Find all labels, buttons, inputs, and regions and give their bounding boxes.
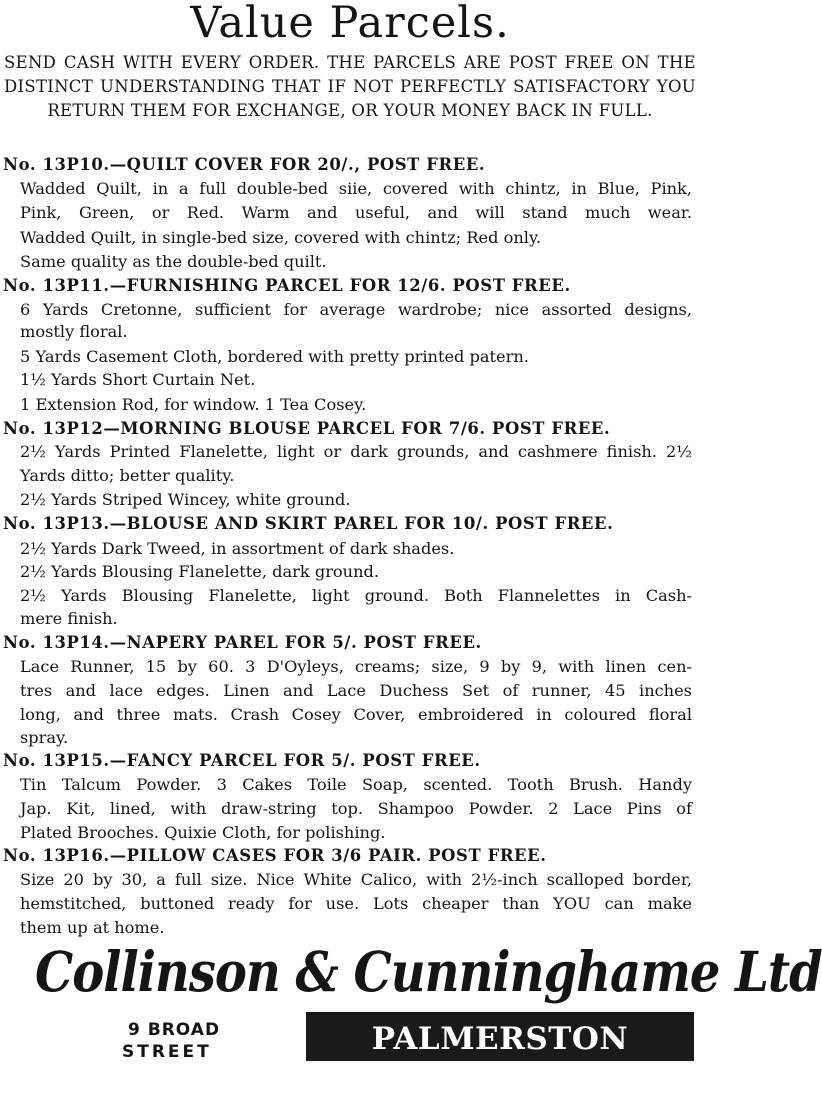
address-line-1: 9 BROAD <box>128 1020 221 1040</box>
text-line: 2½ Yards Striped Wincey, white ground. <box>20 490 351 509</box>
text-line: spray. <box>20 728 69 747</box>
text-line: long, and three mats. Crash Cosey Cover, embroidered in coloured floral <box>20 705 692 724</box>
parcel-heading-13p10: No. 13P10.—QUILT COVER FOR 20/., POST FREE. <box>3 155 486 174</box>
parcel-heading-13p15: No. 13P15.—FANCY PARCEL FOR 5/. POST FREE. <box>3 751 481 770</box>
text-line: 2½ Yards Blousing Flanelette, dark ground. <box>20 562 380 581</box>
text-line: Lace Runner, 15 by 60. 3 D'Oyleys, creams; size, 9 by 9, with linen cen- <box>20 657 692 676</box>
text-line: tres and lace edges. Linen and Lace Duchess Set of runner, 45 inches <box>20 681 692 700</box>
text-line: Pink, Green, or Red. Warm and useful, and will stand much wear. <box>20 203 692 222</box>
text-line: 1 Extension Rod, for window. 1 Tea Cosey. <box>20 395 367 414</box>
parcel-heading-13p11: No. 13P11.—FURNISHING PARCEL FOR 12/6. POST FREE. <box>3 276 571 295</box>
text-line: 2½ Yards Blousing Flanelette, light ground. Both Flannelettes in Cash- <box>20 586 692 605</box>
page-title: Value Parcels. <box>190 0 510 48</box>
text-line: hemstitched, buttoned ready for use. Lots cheaper than YOU can make <box>20 894 692 913</box>
city-name: PALMERSTON NORTH. <box>371 1021 629 1093</box>
parcel-heading-13p14: No. 13P14.—NAPERY PAREL FOR 5/. POST FREE. <box>3 633 482 652</box>
text-line: mostly floral. <box>20 322 128 341</box>
parcel-heading-13p16: No. 13P16.—PILLOW CASES FOR 3/6 PAIR. POST FREE. <box>3 846 547 865</box>
text-line: 6 Yards Cretonne, sufficient for average wardrobe; nice assorted designs, <box>20 300 692 319</box>
text-line: Wadded Quilt, in a full double-bed siie, covered with chintz, in Blue, Pink, <box>20 179 692 198</box>
text-line: Jap. Kit, lined, with draw-string top. Shampoo Powder. 2 Lace Pins of <box>20 799 692 818</box>
company-logo: Collinson & Cunninghame Ltd <box>35 940 822 1005</box>
order-notice: SEND CASH WITH EVERY ORDER. THE PARCELS ARE POST FREE ON THE DISTINCT UNDERSTANDING THAT IF NOT PERFECTLY SATISFACTORY YOU RETURN THEM FOR EXCHANGE, OR YOUR MONEY BACK IN FULL. <box>4 53 696 120</box>
text-line: 2½ Yards Dark Tweed, in assortment of dark shades. <box>20 539 455 558</box>
text-line: Size 20 by 30, a full size. Nice White Calico, with 2½-inch scalloped border, <box>20 870 692 889</box>
parcel-heading-13p12: No. 13P12—MORNING BLOUSE PARCEL FOR 7/6. POST FREE. <box>3 419 611 438</box>
text-line: Plated Brooches. Quixie Cloth, for polishing. <box>20 823 386 842</box>
parcel-heading-13p13: No. 13P13.—BLOUSE AND SKIRT PAREL FOR 10/. POST FREE. <box>3 514 614 533</box>
text-line: 1½ Yards Short Curtain Net. <box>20 370 256 389</box>
text-line: Wadded Quilt, in single-bed size, covered with chintz; Red only. <box>20 228 542 247</box>
text-line: mere finish. <box>20 609 118 628</box>
city-banner <box>306 1012 694 1093</box>
text-line: 5 Yards Casement Cloth, bordered with pretty printed patern. <box>20 347 529 366</box>
text-line: 2½ Yards Printed Flanelette, light or dark grounds, and cashmere finish. 2½ <box>20 442 692 461</box>
text-line: Tin Talcum Powder. 3 Cakes Toile Soap, scented. Tooth Brush. Handy <box>20 775 692 794</box>
text-line: them up at home. <box>20 918 165 937</box>
text-line: Yards ditto; better quality. <box>20 466 235 485</box>
text-line: Same quality as the double-bed quilt. <box>20 252 327 271</box>
address-line-2: STREET <box>122 1042 212 1062</box>
